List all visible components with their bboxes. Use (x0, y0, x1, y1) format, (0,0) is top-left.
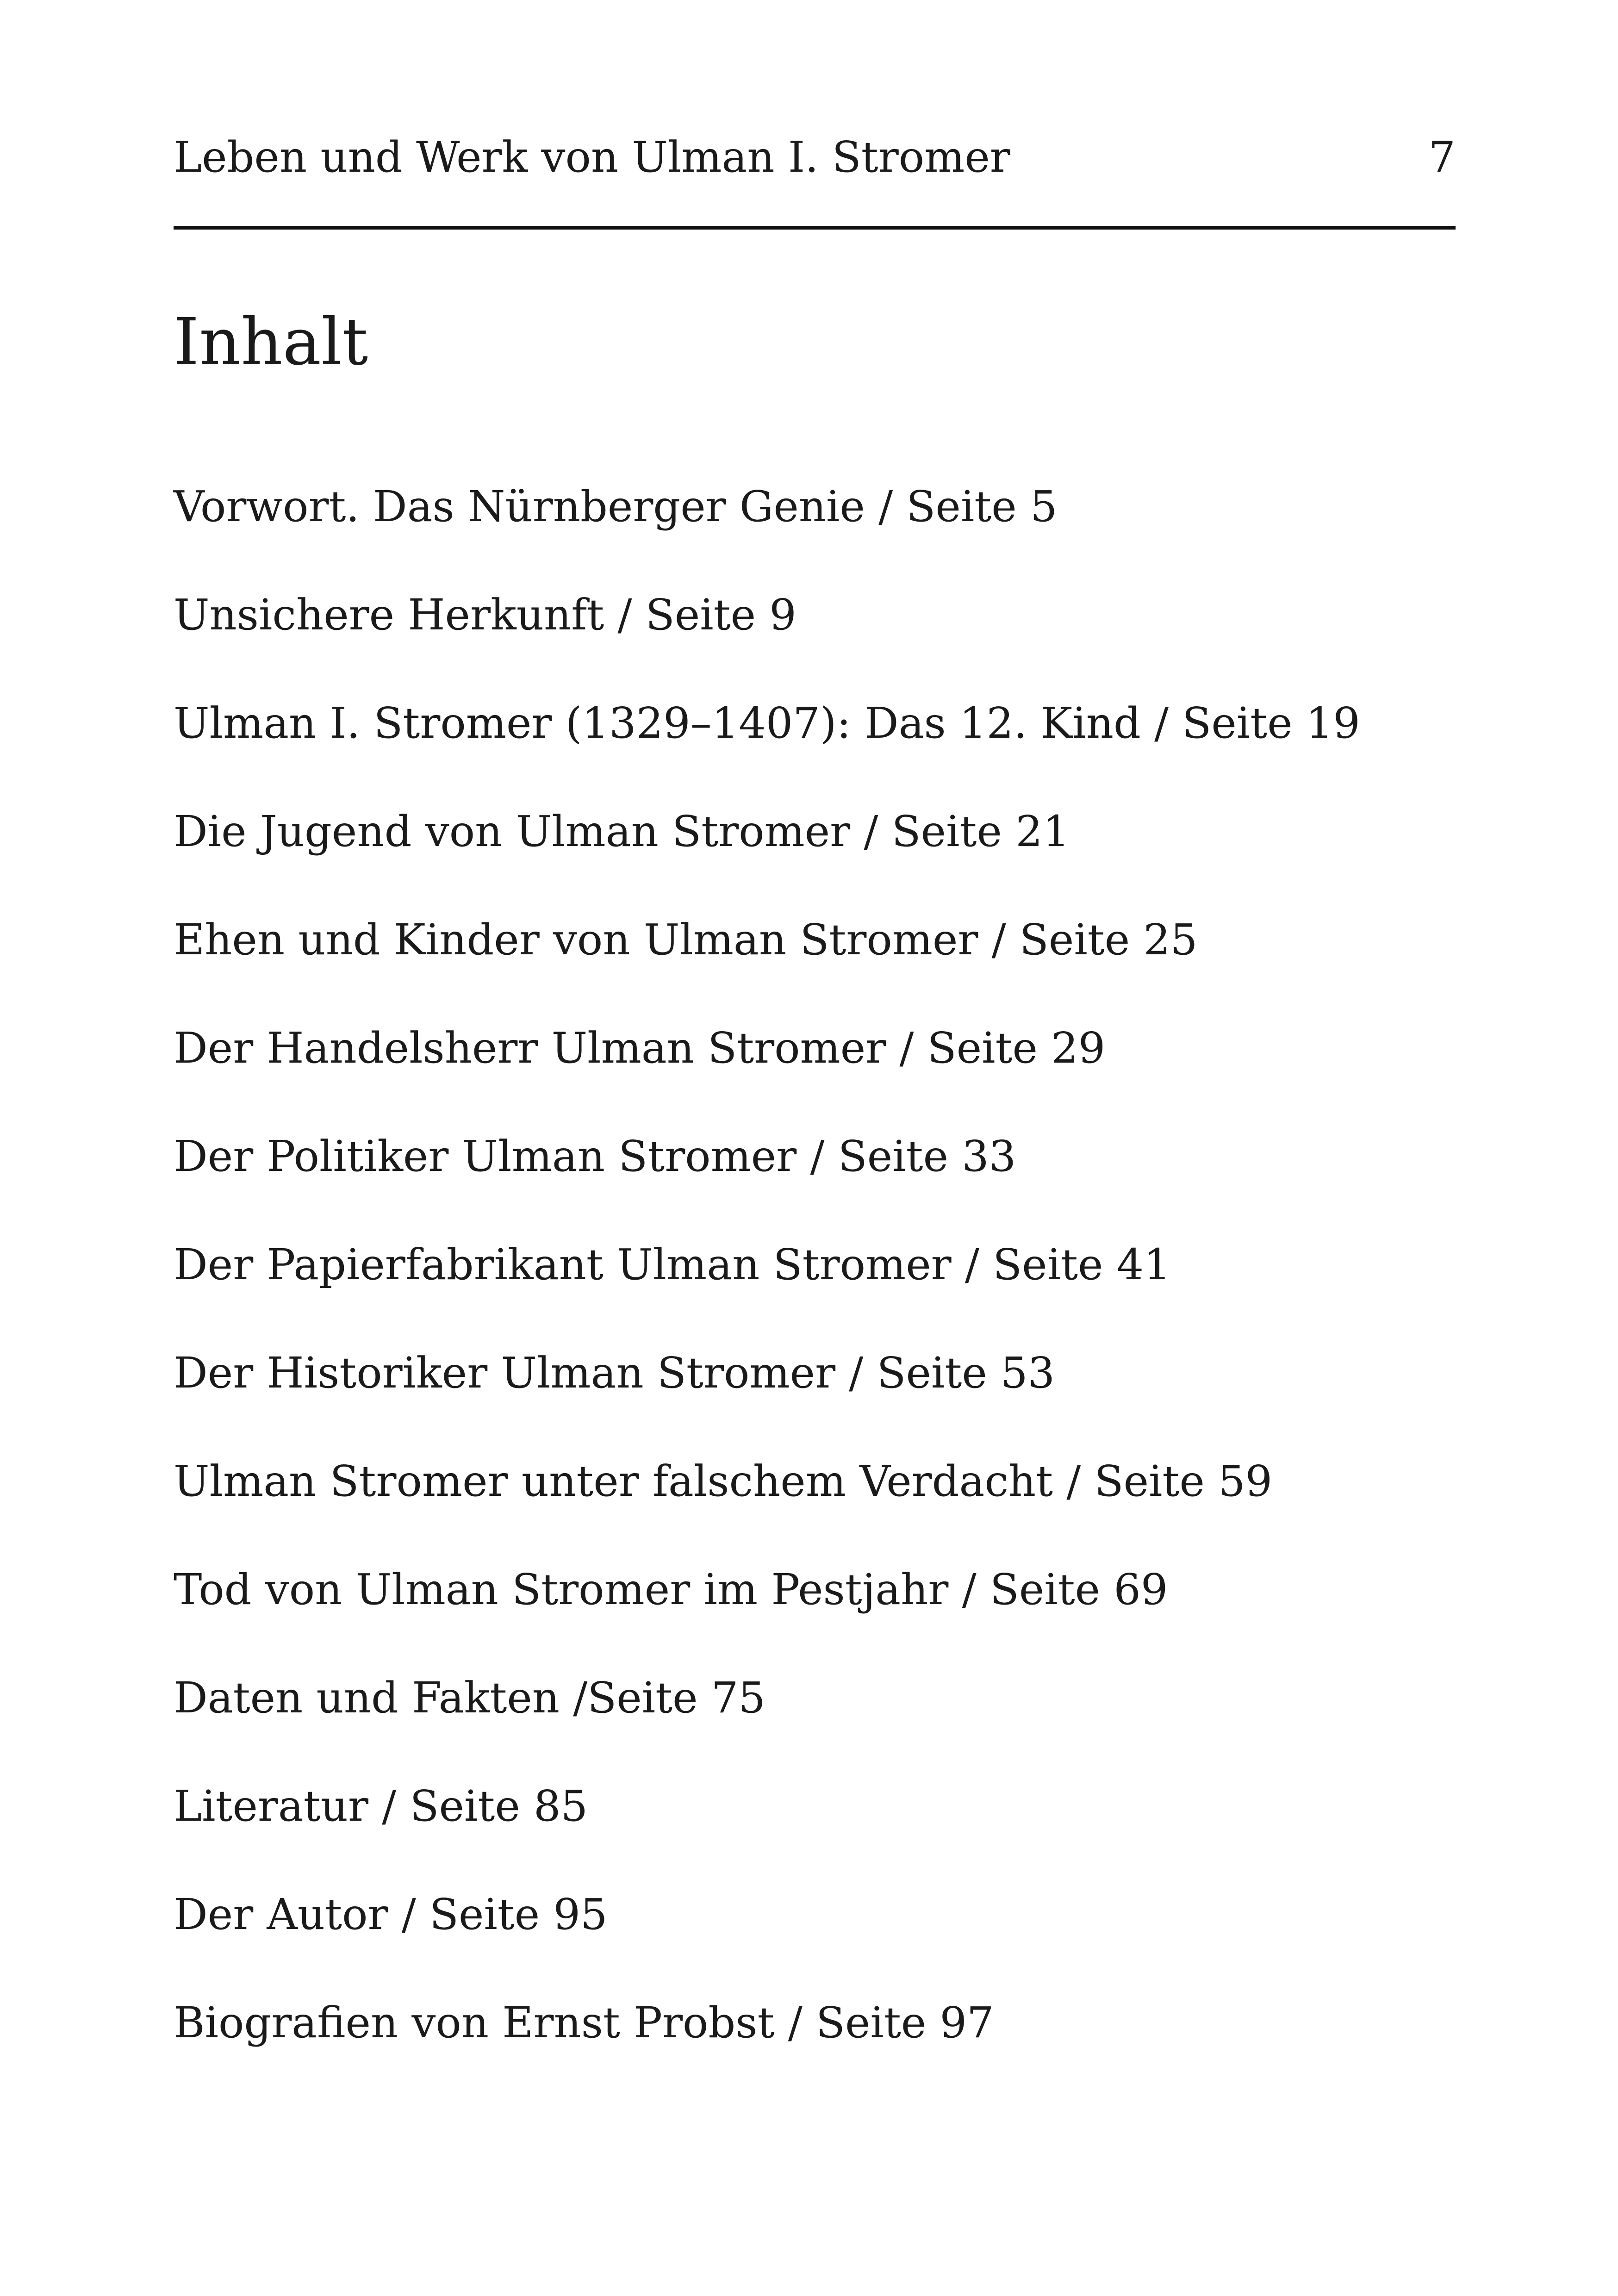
toc-entry-politiker: Der Politiker Ulman Stromer / Seite 33 (174, 1132, 1016, 1181)
toc-entry-herkunft: Unsichere Herkunft / Seite 9 (174, 590, 797, 640)
toc-entry-handelsherr: Der Handelsherr Ulman Stromer / Seite 29 (174, 1023, 1106, 1073)
header-divider (174, 226, 1456, 230)
toc-entry-vorwort: Vorwort. Das Nürnberger Genie / Seite 5 (174, 482, 1058, 531)
toc-entry-verdacht: Ulman Stromer unter falschem Verdacht / Seite 59 (174, 1456, 1273, 1506)
toc-list (174, 481, 1456, 2106)
running-header-title: Leben und Werk von Ulman I. Stromer (174, 132, 1010, 182)
toc-entry-tod: Tod von Ulman Stromer im Pestjahr / Seite 69 (174, 1565, 1168, 1614)
toc-entry-papierfabrikant: Der Papierfabrikant Ulman Stromer / Seite 41 (174, 1240, 1171, 1289)
toc-entry-biografien: Biografien von Ernst Probst / Seite 97 (174, 1998, 994, 2047)
toc-entry-daten-und-fakten: Daten und Fakten /Seite 75 (174, 1673, 765, 1723)
toc-entry-ehen-und-kinder: Ehen und Kinder von Ulman Stromer / Seite 25 (174, 915, 1198, 964)
toc-heading: Inhalt (174, 305, 368, 380)
page-number: 7 (1428, 132, 1456, 182)
toc-entry-literatur: Literatur / Seite 85 (174, 1781, 588, 1831)
running-header (174, 132, 1456, 183)
toc-entry-autor: Der Autor / Seite 95 (174, 1890, 608, 1939)
toc-entry-jugend: Die Jugend von Ulman Stromer / Seite 21 (174, 807, 1070, 856)
toc-entry-historiker: Der Historiker Ulman Stromer / Seite 53 (174, 1348, 1055, 1398)
toc-entry-das-12-kind: Ulman I. Stromer (1329–1407): Das 12. Kind / Seite 19 (174, 698, 1360, 748)
